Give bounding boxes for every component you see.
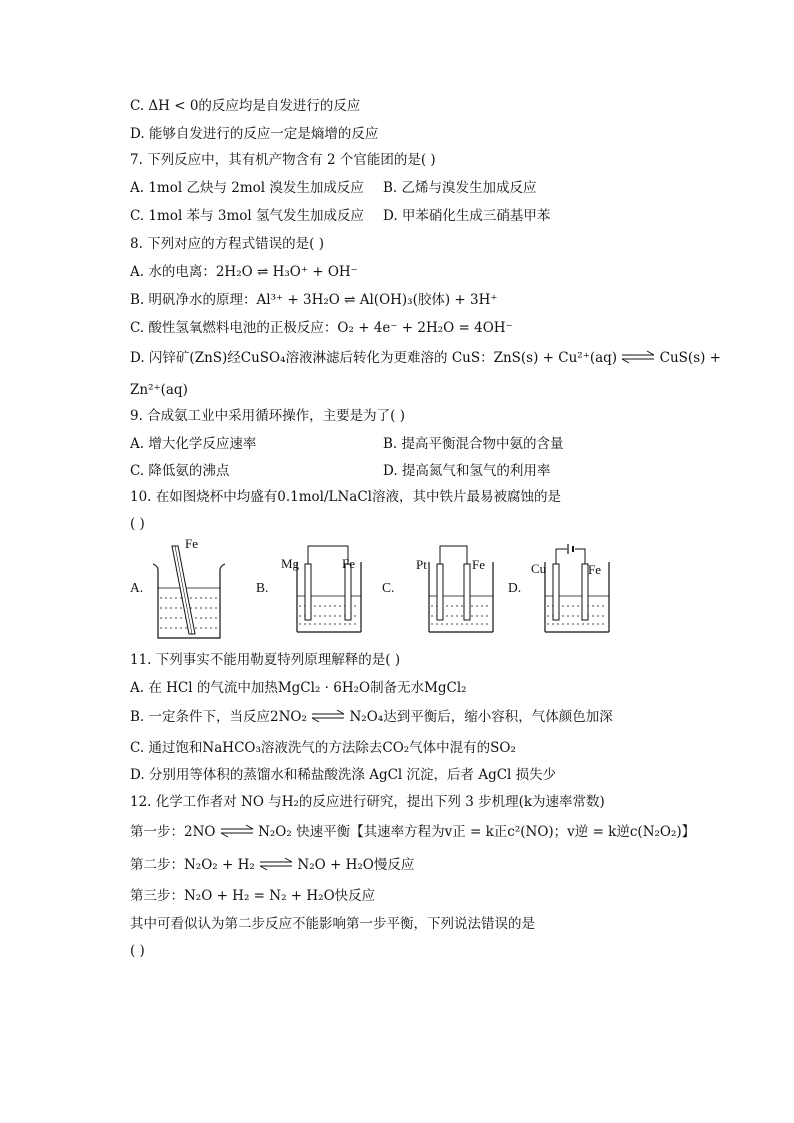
q8-option-d-continued: Zn²⁺(aq) <box>130 382 188 398</box>
q11-option-c: C. 通过饱和NaHCO₃溶液洗气的方法除去CO₂气体中混有的SO₂ <box>130 740 516 756</box>
question-11: 11. 下列事实不能用勒夏特列原理解释的是( ) <box>130 652 401 668</box>
q7-option-c: C. 1mol 苯与 3mol 氢气发生加成反应 <box>130 208 364 224</box>
question-10-paren: ( ) <box>130 516 145 532</box>
q8-option-a: A. 水的电离：2H₂O ⇌ H₃O⁺ + OH⁻ <box>130 264 358 280</box>
question-10: 10. 在如图烧杯中均盛有0.1mol/LNaCl溶液，其中铁片最易被腐蚀的是 <box>130 489 561 505</box>
q11b-text-pre: B. 一定条件下，当反应2NO₂ <box>130 709 307 725</box>
step2-text-post: N₂O + H₂O慢反应 <box>297 857 415 873</box>
equilibrium-arrow-icon <box>621 350 655 364</box>
step1-text-pre: 第一步：2NO <box>130 824 216 840</box>
question-12-stem: 其中可看似认为第二步反应不能影响第一步平衡，下列说法错误的是 <box>130 916 535 932</box>
q7-option-b: B. 乙烯与溴发生加成反应 <box>383 180 537 196</box>
q8d-text-post: CuS(s) + <box>659 350 721 366</box>
option-c-line: C. ΔH < 0的反应均是自发进行的反应 <box>130 98 361 114</box>
q9-option-a: A. 增大化学反应速率 <box>130 436 257 452</box>
q12-step-1 <box>130 823 695 841</box>
figure-label-c: C. <box>382 580 395 595</box>
step1-text-post: N₂O₂ 快速平衡【其速率方程为v正 = k正c²(NO)；v逆 = k逆c(N₂O₂)】 <box>258 824 696 840</box>
q8-option-c: C. 酸性氢氧燃料电池的正极反应：O₂ + 4e⁻ + 2H₂O = 4OH⁻ <box>130 320 513 336</box>
electrode-label-fe: Fe <box>472 557 485 572</box>
q9-option-b: B. 提高平衡混合物中氨的含量 <box>383 436 564 452</box>
question-7: 7. 下列反应中，其有机产物含有 2 个官能团的是( ) <box>130 152 436 168</box>
q7-option-a: A. 1mol 乙炔与 2mol 溴发生加成反应 <box>130 180 364 196</box>
electrode-label-fe: Fe <box>342 556 355 571</box>
electrode-label-fe: Fe <box>588 562 601 577</box>
electrode-label-fe: Fe <box>185 536 198 551</box>
equilibrium-arrow-icon <box>220 824 254 838</box>
q8-option-d <box>130 349 721 367</box>
q11-option-b <box>130 708 613 726</box>
electrode-label-cu: Cu <box>531 561 547 576</box>
q12-step-3: 第三步：N₂O + H₂ = N₂ + H₂O快反应 <box>130 888 376 904</box>
question-12: 12. 化学工作者对 NO 与H₂的反应进行研究，提出下列 3 步机理(k为速率常数) <box>130 794 605 810</box>
beaker-d-diagram <box>543 544 611 634</box>
q9-option-c: C. 降低氨的沸点 <box>130 463 230 479</box>
equilibrium-arrow-icon <box>259 857 293 871</box>
figure-label-a: A. <box>130 580 144 595</box>
figure-label-b: B. <box>256 580 269 595</box>
q11-option-d: D. 分别用等体积的蒸馏水和稀盐酸洗涤 AgCl 沉淀，后者 AgCl 损失少 <box>130 767 557 783</box>
equilibrium-arrow-icon <box>311 709 345 723</box>
q8d-text-pre: D. 闪锌矿(ZnS)经CuSO₄溶液淋滤后转化为更难溶的 CuS：ZnS(s) + Cu²⁺(aq) <box>130 350 618 366</box>
electrode-label-pt: Pt <box>416 557 427 572</box>
q7-option-d: D. 甲苯硝化生成三硝基甲苯 <box>383 208 551 224</box>
question-8: 8. 下列对应的方程式错误的是( ) <box>130 236 324 252</box>
electrode-label-mg: Mg <box>281 556 300 571</box>
question-12-paren: ( ) <box>130 943 145 959</box>
q11b-text-post: N₂O₄达到平衡后，缩小容积，气体颜色加深 <box>349 709 613 725</box>
question-9: 9. 合成氨工业中采用循环操作，主要是为了( ) <box>130 408 405 424</box>
q8-option-b: B. 明矾净水的原理：Al³⁺ + 3H₂O ⇌ Al(OH)₃(胶体) + 3H⁺ <box>130 292 498 308</box>
q9-option-d: D. 提高氮气和氢气的利用率 <box>383 463 551 479</box>
figure-label-d: D. <box>508 580 522 595</box>
q11-option-a: A. 在 HCl 的气流中加热MgCl₂ · 6H₂O制备无水MgCl₂ <box>130 680 467 696</box>
option-d-line: D. 能够自发进行的反应一定是熵增的反应 <box>130 126 379 142</box>
step2-text-pre: 第二步：N₂O₂ + H₂ <box>130 857 255 873</box>
q12-step-2 <box>130 856 414 874</box>
